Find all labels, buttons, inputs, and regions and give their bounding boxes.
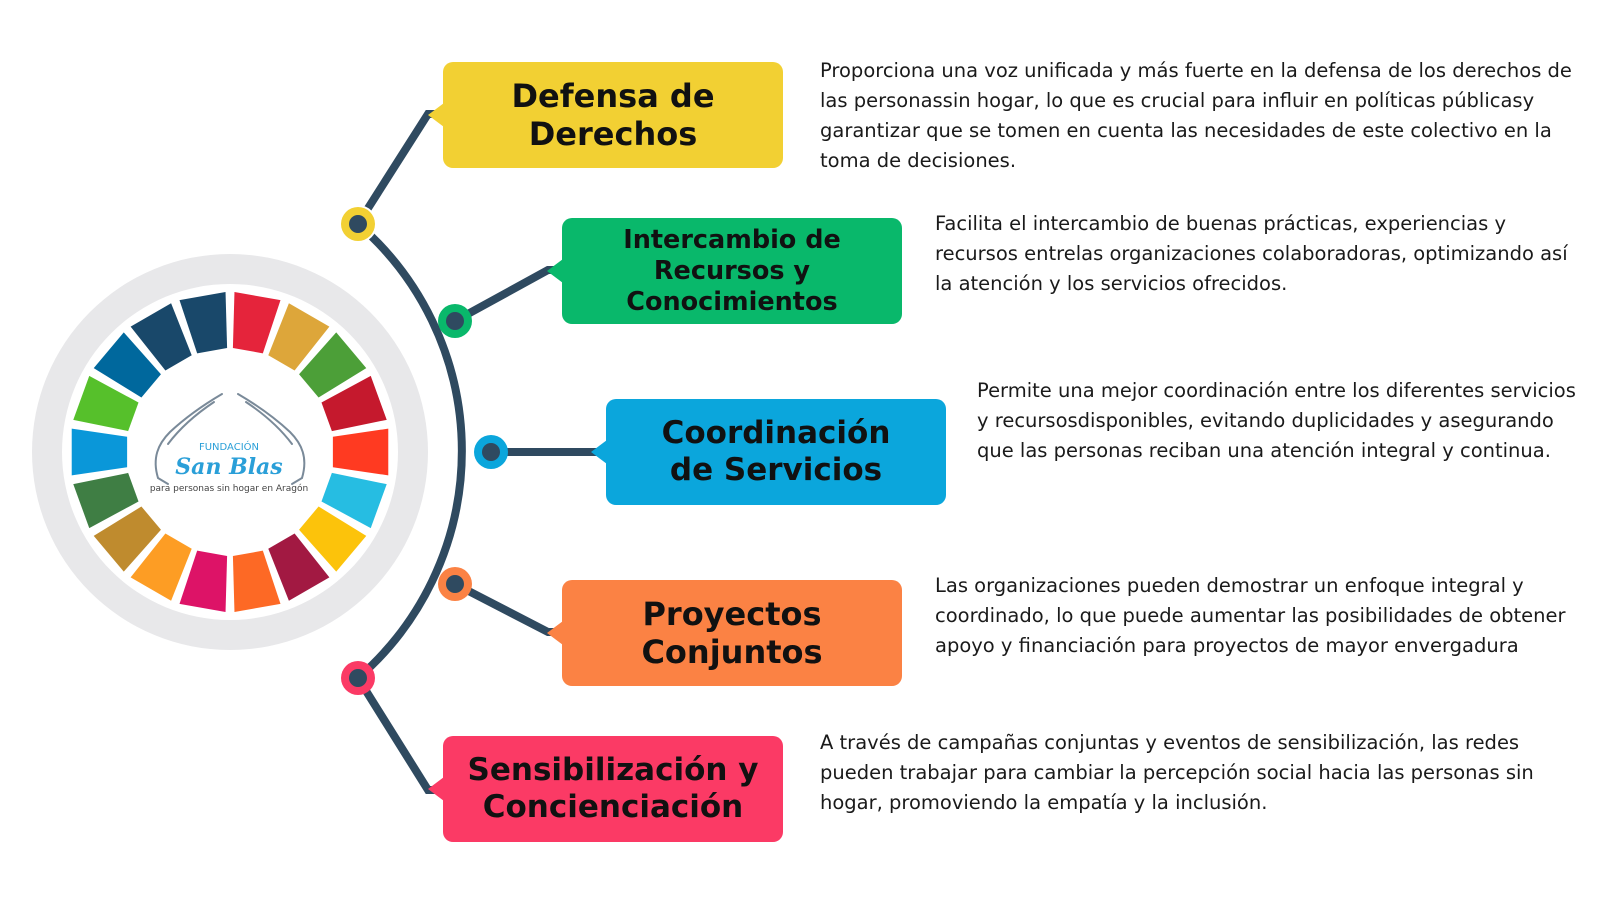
branch-title-line: Concienciación bbox=[482, 789, 744, 825]
branch-label-proyectos-conjuntos bbox=[562, 580, 902, 686]
branch-label-defensa-derechos bbox=[443, 62, 783, 168]
branch-title-line: Sensibilización y bbox=[467, 752, 759, 788]
branch-description-intercambio-recursos: Facilita el intercambio de buenas prácticas, experiencias y recursos entrelas organizaciones colaboradoras, optimizando así la atención y los servicios ofrecidos. bbox=[935, 212, 1568, 295]
wheel-segment bbox=[333, 429, 388, 476]
branch-title-line: Conjuntos bbox=[641, 633, 823, 671]
branch-title-line: de Servicios bbox=[669, 452, 883, 488]
node-5 bbox=[341, 661, 375, 695]
branch-description-defensa-derechos: Proporciona una voz unificada y más fuerte en la defensa de los derechos de las personassin hogar, lo que es crucial para influir en políticas públicasy garantizar que se tomen en cuenta las necesidades de este colectivo en la toma de decisiones. bbox=[820, 59, 1572, 172]
branch-title-line: Conocimientos bbox=[626, 286, 838, 317]
branch-description-proyectos-conjuntos: Las organizaciones pueden demostrar un enfoque integral y coordinado, lo que puede aumentar las posibilidades de obtener apoyo y financiación para proyectos de mayor envergadura bbox=[935, 574, 1566, 657]
connector-5 bbox=[358, 678, 443, 790]
logo-main-text: San Blas bbox=[175, 454, 283, 480]
branch-description-sensibilizacion: A través de campañas conjuntas y eventos de sensibilización, las redes pueden trabajar para cambiar la percepción social hacia las personas sin hogar, promoviendo la empatía y la inclusión. bbox=[820, 731, 1534, 814]
node-1 bbox=[339, 205, 377, 243]
logo-sub-text: para personas sin hogar en Aragón bbox=[149, 484, 309, 494]
branch-label-sensibilizacion bbox=[443, 736, 783, 842]
branch-label-coordinacion-servicios bbox=[606, 399, 946, 505]
connector-1 bbox=[358, 114, 443, 224]
branch-title-line: Coordinación bbox=[661, 415, 891, 451]
branch-description-coordinacion-servicios: Permite una mejor coordinación entre los diferentes servicios y recursosdisponibles, evitando duplicidades y asegurando que las personas reciban una atención integral y continua. bbox=[977, 379, 1576, 462]
foundation-logo bbox=[145, 388, 313, 498]
wheel-segment bbox=[72, 429, 127, 476]
branch-title-line: Recursos y bbox=[653, 255, 811, 286]
branch-title-line: Defensa de bbox=[511, 77, 715, 115]
branch-label-intercambio-recursos bbox=[562, 218, 902, 324]
node-4 bbox=[438, 567, 472, 601]
connector-2 bbox=[455, 270, 562, 321]
node-2 bbox=[438, 304, 472, 338]
node-3 bbox=[474, 435, 508, 469]
branch-title-line: Derechos bbox=[528, 115, 698, 153]
branch-title-line: Proyectos bbox=[642, 595, 822, 633]
branch-title-line: Intercambio de bbox=[623, 224, 841, 255]
connector-4 bbox=[455, 584, 562, 632]
logo-top-text: FUNDACIÓN bbox=[198, 442, 260, 453]
